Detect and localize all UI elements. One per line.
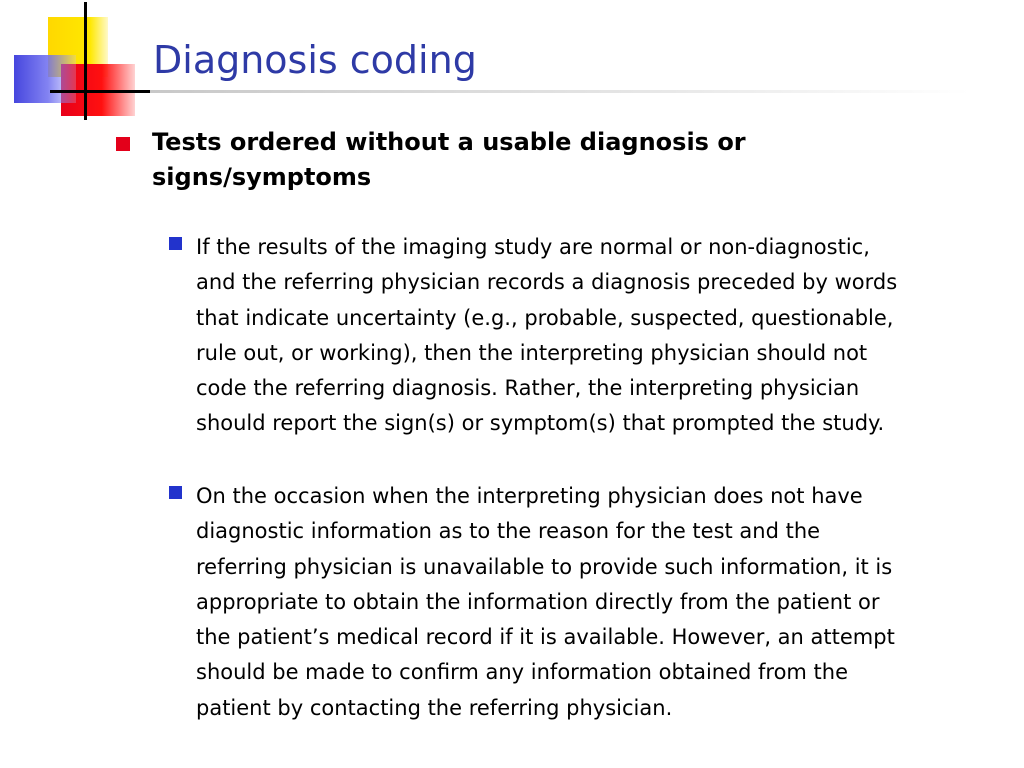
level2-bullet-text: On the occasion when the interpreting physician does not have diagnostic information as to the reason for the test and the referring physician is unavailable to provide such information, it is appropriate to obtain the information directly from the patient or the patient’s medical record if it is available. However, an attempt should be made to confirm any information obtained from the patient by contacting the referring physician. xyxy=(196,484,895,720)
level2-bullet-marker xyxy=(169,486,182,499)
logo-vertical-line xyxy=(84,2,87,120)
title-underline xyxy=(150,90,970,93)
slide-title: Diagnosis coding xyxy=(153,38,477,82)
level2-bullet-marker xyxy=(169,237,182,250)
slide-logo-decoration xyxy=(0,0,160,125)
logo-horizontal-line xyxy=(50,90,150,93)
level1-bullet-marker xyxy=(116,137,130,151)
level1-bullet-text: Tests ordered without a usable diagnosis or signs/symptoms xyxy=(152,128,746,191)
level2-bullet-text: If the results of the imaging study are normal or non-diagnostic, and the referring physician records a diagnosis preceded by words that indicate uncertainty (e.g., probable, suspected, questionable, rule out, or working), then the interpreting physician should not code the referring diagnosis. Rather, the interpreting physician should report the sign(s) or symptom(s) that prompted the study. xyxy=(196,235,898,436)
logo-blue-square xyxy=(14,55,76,103)
